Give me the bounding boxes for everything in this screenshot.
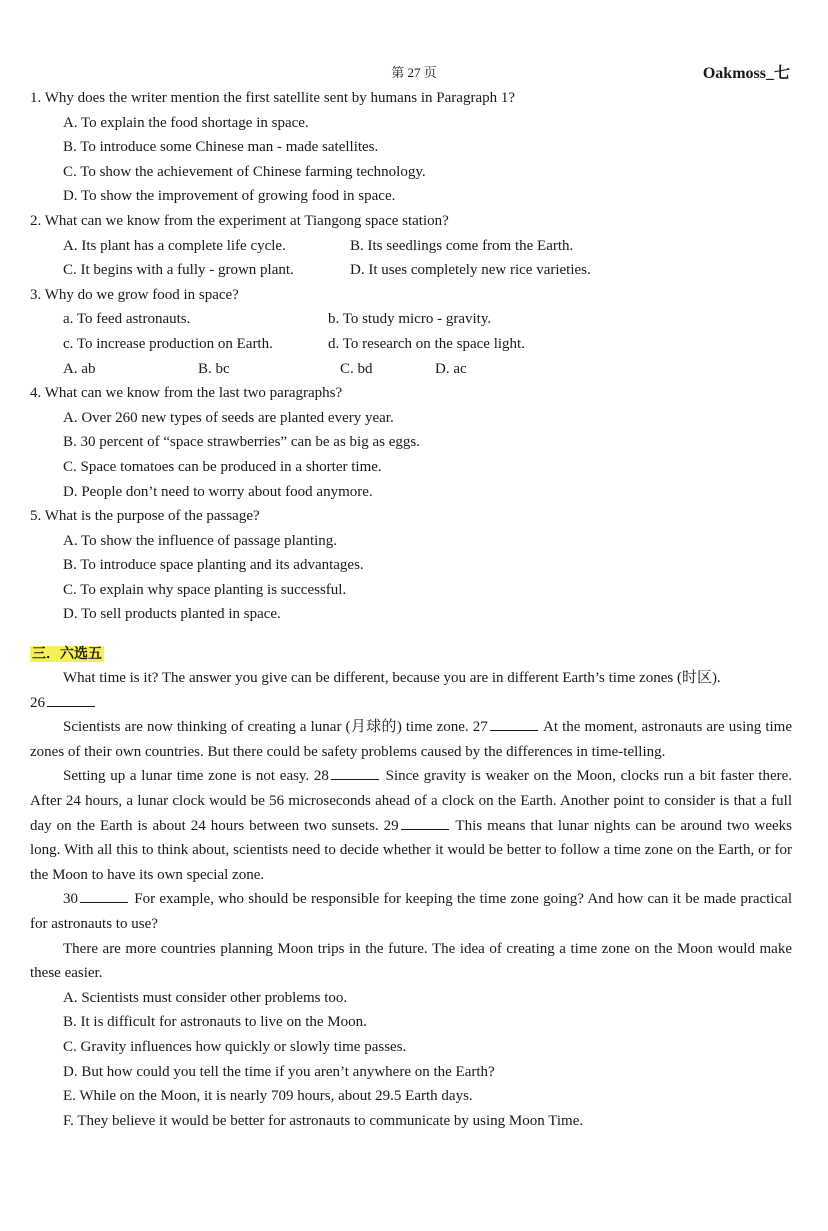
option: D. ac bbox=[435, 360, 467, 377]
sub-option: a. To feed astronauts. bbox=[63, 311, 191, 328]
choice-item: C. Gravity influences how quickly or slowly time passes. bbox=[63, 1038, 407, 1055]
document-content bbox=[30, 86, 792, 1133]
option: A. To show the influence of passage planting. bbox=[63, 532, 338, 549]
choice-item: D. But how could you tell the time if you aren’t anywhere on the Earth? bbox=[63, 1063, 495, 1080]
sub-option: c. To increase production on Earth. bbox=[63, 335, 273, 352]
option: B. To introduce some Chinese man - made satellites. bbox=[63, 139, 379, 156]
option: A. To explain the food shortage in space. bbox=[63, 114, 309, 131]
option: A. Over 260 new types of seeds are planted every year. bbox=[63, 409, 394, 426]
question-2 bbox=[30, 209, 792, 283]
page-header bbox=[0, 62, 828, 82]
option: A. Its plant has a complete life cycle. bbox=[63, 237, 286, 254]
option: C. To explain why space planting is successful. bbox=[63, 581, 347, 598]
question-stem: 3. Why do we grow food in space? bbox=[30, 286, 239, 303]
answer-blank[interactable] bbox=[331, 765, 379, 780]
choice-item: F. They believe it would be better for astronauts to communicate by using Moon Time. bbox=[63, 1112, 584, 1129]
option: D. To sell products planted in space. bbox=[63, 606, 281, 623]
option: C. bd bbox=[340, 360, 373, 377]
passage-paragraph: What time is it? The answer you give can be different, because you are in different Earth’s time zones (时区). 26 bbox=[30, 670, 721, 711]
passage-paragraph: Setting up a lunar time zone is not easy. 28 Since gravity is weaker on the Moon, clocks run a bit faster there. After 24 hours, a lunar clock would be 56 microseconds ahead of a clock on the Earth. Another point to consider is that a full day on the Earth is about 24 hours between two sunsets. 29 This means that lunar nights can be around two weeks long. With all this to think about, scientists need to decide whether it would be better to follow a time zone on the Earth, or for the Moon to have its own special zone. bbox=[30, 764, 792, 887]
choice-item: E. While on the Moon, it is nearly 709 hours, about 29.5 Earth days. bbox=[63, 1088, 473, 1105]
question-stem: 1. Why does the writer mention the first satellite sent by humans in Paragraph 1? bbox=[30, 90, 516, 106]
question-4 bbox=[30, 381, 792, 504]
page-number: 第 27 页 bbox=[391, 65, 437, 80]
option: B. bc bbox=[198, 360, 230, 377]
option: C. It begins with a fully - grown plant. bbox=[63, 262, 294, 279]
sub-option: d. To research on the space light. bbox=[328, 335, 525, 352]
option: B. 30 percent of “space strawberries” can be as big as eggs. bbox=[63, 434, 420, 451]
option: D. People don’t need to worry about food anymore. bbox=[63, 483, 373, 500]
question-1 bbox=[30, 86, 792, 209]
passage-paragraph: Scientists are now thinking of creating a lunar (月球的) time zone. 27 At the moment, astronauts are using time zones of their own countries. But there could be safety problems caused by the differences in time-telling. bbox=[30, 715, 792, 764]
option: B. To introduce space planting and its advantages. bbox=[63, 557, 364, 574]
choice-list bbox=[30, 986, 792, 1134]
option: B. Its seedlings come from the Earth. bbox=[350, 237, 574, 254]
choice-item: B. It is difficult for astronauts to live on the Moon. bbox=[63, 1014, 367, 1031]
question-stem: 2. What can we know from the experiment at Tiangong space station? bbox=[30, 212, 449, 229]
option: D. To show the improvement of growing food in space. bbox=[63, 188, 396, 205]
question-stem: 5. What is the purpose of the passage? bbox=[30, 508, 260, 525]
option: D. It uses completely new rice varieties. bbox=[350, 262, 591, 279]
answer-blank[interactable] bbox=[80, 888, 128, 903]
question-3 bbox=[30, 283, 792, 381]
option: C. To show the achievement of Chinese farming technology. bbox=[63, 163, 426, 180]
sub-option: b. To study micro - gravity. bbox=[328, 311, 492, 328]
question-5 bbox=[30, 504, 792, 627]
passage-paragraph: There are more countries planning Moon trips in the future. The idea of creating a time zone on the Moon would make these easier. bbox=[30, 940, 792, 982]
question-stem: 4. What can we know from the last two paragraphs? bbox=[30, 385, 343, 402]
brand-label: Oakmoss_七 bbox=[702, 65, 790, 82]
passage bbox=[30, 666, 792, 986]
answer-blank[interactable] bbox=[490, 716, 538, 731]
blank-number: 26 bbox=[30, 694, 45, 711]
section-heading bbox=[30, 642, 792, 666]
section-title: 三．六选五 bbox=[32, 646, 102, 663]
answer-blank[interactable] bbox=[401, 815, 449, 830]
choice-item: A. Scientists must consider other problems too. bbox=[63, 989, 348, 1006]
option: A. ab bbox=[63, 360, 96, 377]
blank-number: 30 bbox=[63, 891, 78, 908]
answer-blank[interactable] bbox=[47, 692, 95, 707]
option: C. Space tomatoes can be produced in a shorter time. bbox=[63, 458, 382, 475]
passage-paragraph: 30 For example, who should be responsible for keeping the time zone going? And how can it be made practical for astronauts to use? bbox=[30, 887, 792, 936]
